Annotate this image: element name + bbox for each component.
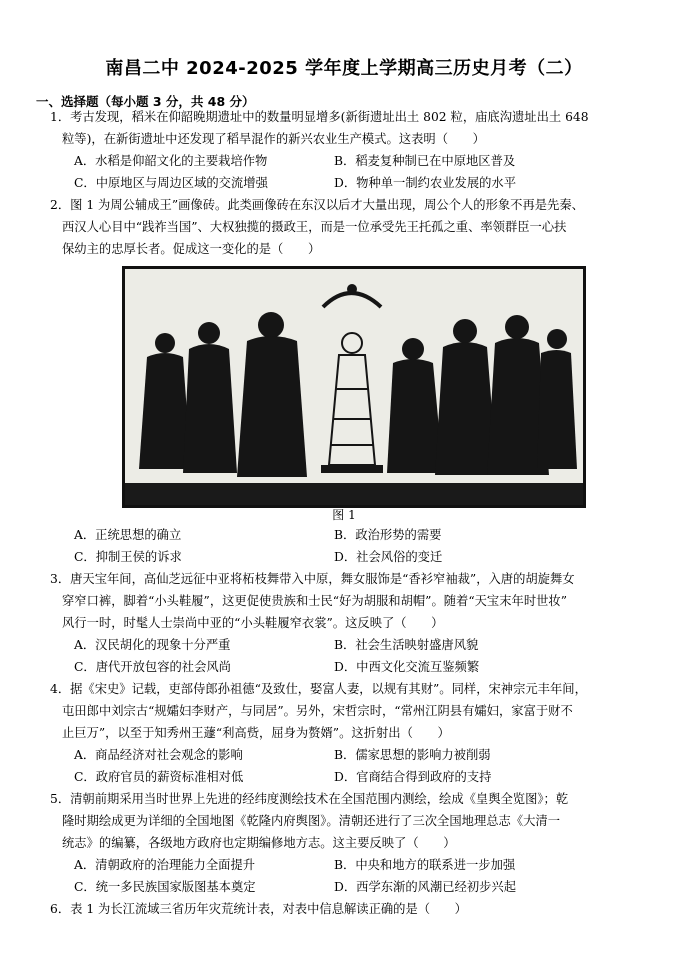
question-text: 止巨万”，以至于知秀州王蘧“利高赀，屈身为赘婿”。这折射出（ ） xyxy=(62,726,450,740)
option-b[interactable]: B．中央和地方的联系进一步加强 xyxy=(334,858,516,872)
section-heading: 一、选择题（每小题 3 分，共 48 分） xyxy=(36,94,255,109)
question-5-options xyxy=(74,854,634,898)
option-a[interactable]: A．清朝政府的治理能力全面提升 xyxy=(74,858,256,872)
question-text: 3．唐天宝年间，高仙芝远征中亚将柘枝舞带入中原，舞女服饰是“香衫窄袖裁”，入唐的胡旋舞女 xyxy=(50,572,575,586)
question-text: 6．表 1 为长江流域三省历年灾荒统计表，对表中信息解读正确的是（ ） xyxy=(50,902,467,916)
option-d[interactable]: D．中西文化交流互鉴频繁 xyxy=(334,660,480,674)
option-b[interactable]: B．儒家思想的影响力被削弱 xyxy=(334,748,491,762)
question-text: 隆时期绘成更为详细的全国地图《乾隆内府舆图》。清朝还进行了三次全国地理总志《大清一 xyxy=(62,814,561,828)
question-3 xyxy=(50,568,646,634)
question-2 xyxy=(50,194,646,260)
question-2-options xyxy=(74,524,634,568)
question-text: 5．清朝前期采用当时世界上先进的经纬度测绘技术在全国范围内测绘，绘成《皇舆全览图》；乾 xyxy=(50,792,569,806)
question-text: 粒等)，在新街遗址中还发现了稻旱混作的新兴农业生产模式。这表明（ ） xyxy=(62,132,485,146)
question-text: 穿窄口裤，脚着“小头鞋履”，这更促使贵族和士民“好为胡服和胡帽”。随着“天宝末年时世妆” xyxy=(62,594,568,608)
question-1 xyxy=(50,106,646,150)
exam-title: 南昌二中 2024-2025 学年度上学期高三历史月考（二） xyxy=(105,58,583,79)
option-d[interactable]: D．社会风俗的变迁 xyxy=(334,550,443,564)
question-text: 屯田郎中刘宗古“规孀妇李财产，与同居”。另外，宋哲宗时，“常州江阴县有孀妇，家富于财不 xyxy=(62,704,573,718)
option-c[interactable]: C．中原地区与周边区域的交流增强 xyxy=(74,176,268,190)
figure-1-image xyxy=(122,266,586,508)
question-text: 风行一时，时髦人士崇尚中亚的“小头鞋履窄衣裳”。这反映了（ ） xyxy=(62,616,444,630)
option-b[interactable]: B．社会生活映射盛唐风貌 xyxy=(334,638,479,652)
option-a[interactable]: A．商品经济对社会观念的影响 xyxy=(74,748,243,762)
option-d[interactable]: D．西学东渐的风潮已经初步兴起 xyxy=(334,880,517,894)
figure-caption: 图 1 xyxy=(332,508,356,522)
option-d[interactable]: D．物种单一制约农业发展的水平 xyxy=(334,176,517,190)
option-b[interactable]: B．稻麦复种制已在中原地区普及 xyxy=(334,154,516,168)
option-a[interactable]: A．水稻是仰韶文化的主要栽培作物 xyxy=(74,154,268,168)
option-c[interactable]: C．统一多民族国家版图基本奠定 xyxy=(74,880,256,894)
question-text: 西汉人心目中“践祚当国”、大权独揽的摄政王，而是一位承受先王托孤之重、率领群臣一心扶 xyxy=(62,220,567,234)
question-text: 保幼主的忠厚长者。促成这一变化的是（ ） xyxy=(62,242,321,256)
option-c[interactable]: C．抑制王侯的诉求 xyxy=(74,550,182,564)
option-c[interactable]: C．政府官员的薪资标准相对低 xyxy=(74,770,244,784)
relief-brick-illustration xyxy=(125,269,583,505)
question-text: 1．考古发现，稻米在仰韶晚期遗址中的数量明显增多(新街遗址出土 802 粒，庙底沟遗址出土 648 xyxy=(50,110,589,124)
option-c[interactable]: C．唐代开放包容的社会风尚 xyxy=(74,660,231,674)
question-text: 4．据《宋史》记载，吏部侍郎孙祖德“及致仕，娶富人妻，以规有其财”。同样，宋神宗元丰年间， xyxy=(50,682,587,696)
question-3-options xyxy=(74,634,634,678)
question-text: 2．图 1 为周公辅成王”画像砖。此类画像砖在东汉以后才大量出现，周公个人的形象不再是先秦、 xyxy=(50,198,584,212)
option-b[interactable]: B．政治形势的需要 xyxy=(334,528,442,542)
question-1-options xyxy=(74,150,634,194)
question-4 xyxy=(50,678,646,744)
question-5 xyxy=(50,788,646,854)
option-d[interactable]: D．官商结合得到政府的支持 xyxy=(334,770,492,784)
option-a[interactable]: A．正统思想的确立 xyxy=(74,528,182,542)
question-4-options xyxy=(74,744,634,788)
question-6 xyxy=(50,898,646,920)
option-a[interactable]: A．汉民胡化的现象十分严重 xyxy=(74,638,231,652)
question-text: 统志》的编纂，各级地方政府也定期编修地方志。这主要反映了（ ） xyxy=(62,836,456,850)
